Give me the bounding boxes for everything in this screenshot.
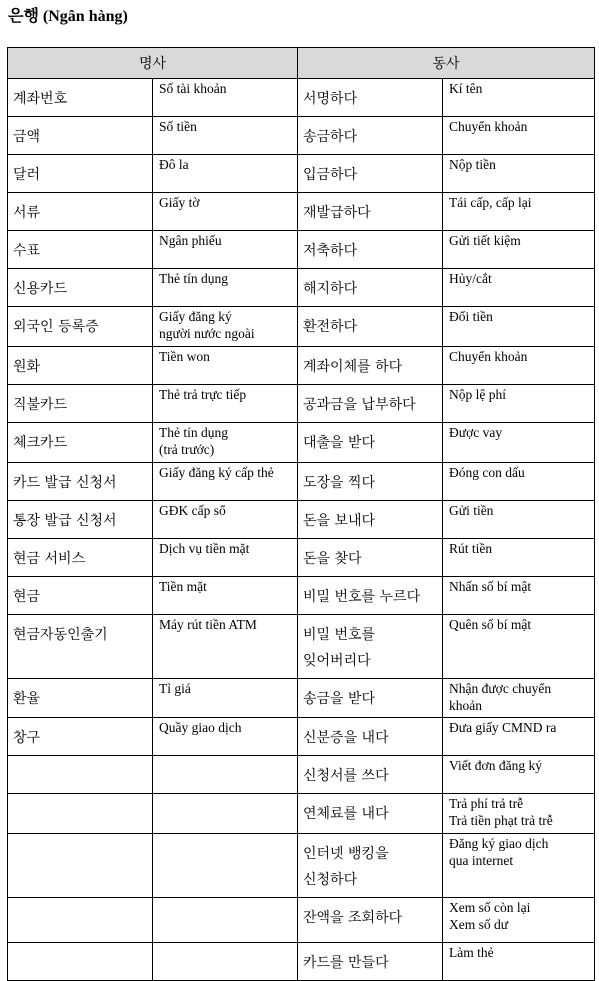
table-row: [8, 117, 595, 155]
verb-korean-text: 입금하다: [303, 167, 358, 183]
noun-vietnamese-text: Giấy tờ: [159, 195, 200, 210]
verb-korean-cell: [298, 463, 443, 501]
verb-korean-text: 비밀 번호를 잊어버리다: [303, 627, 376, 669]
verb-vietnamese-cell: [443, 898, 595, 943]
noun-vietnamese-cell: [153, 898, 298, 943]
noun-korean-cell: [8, 385, 153, 423]
table-row: [8, 679, 595, 718]
table-row: [8, 423, 595, 463]
noun-korean-text: 달러: [13, 167, 41, 183]
noun-korean-cell: [8, 943, 153, 981]
noun-korean-text: 외국인 등록증: [13, 319, 99, 335]
verb-korean-cell: [298, 307, 443, 347]
header-nouns: 명사: [8, 48, 298, 79]
table-row: [8, 463, 595, 501]
verb-vietnamese-text: Nộp lệ phí: [449, 387, 506, 402]
noun-vietnamese-text: Dịch vụ tiền mặt: [159, 541, 250, 556]
verb-vietnamese-cell: [443, 834, 595, 898]
table-row: [8, 193, 595, 231]
noun-korean-cell: [8, 834, 153, 898]
verb-korean-cell: [298, 718, 443, 756]
verb-korean-cell: [298, 501, 443, 539]
noun-korean-cell: [8, 679, 153, 718]
verb-vietnamese-text: Quên số bí mật: [449, 617, 532, 632]
noun-vietnamese-cell: [153, 269, 298, 307]
header-verbs: 동사: [298, 48, 595, 79]
verb-korean-text: 재발급하다: [303, 205, 371, 221]
noun-vietnamese-text: Máy rút tiền ATM: [159, 617, 257, 632]
noun-vietnamese-cell: [153, 501, 298, 539]
verb-korean-text: 신분증을 내다: [303, 730, 389, 746]
noun-vietnamese-cell: [153, 385, 298, 423]
noun-vietnamese-cell: [153, 231, 298, 269]
table-row: [8, 307, 595, 347]
verb-korean-text: 환전하다: [303, 319, 358, 335]
verb-vietnamese-text: Rút tiền: [449, 541, 493, 556]
noun-vietnamese-cell: [153, 539, 298, 577]
verb-korean-cell: [298, 898, 443, 943]
noun-korean-cell: [8, 577, 153, 615]
verb-vietnamese-text: Tái cấp, cấp lại: [449, 195, 532, 210]
verb-korean-cell: [298, 423, 443, 463]
noun-korean-cell: [8, 347, 153, 385]
verb-korean-text: 인터넷 뱅킹을 신청하다: [303, 846, 389, 888]
noun-korean-text: 직불카드: [13, 397, 68, 413]
noun-korean-text: 현금 서비스: [13, 551, 86, 567]
noun-korean-cell: [8, 231, 153, 269]
noun-vietnamese-cell: [153, 834, 298, 898]
noun-vietnamese-cell: [153, 615, 298, 679]
noun-korean-text: 창구: [13, 730, 41, 746]
noun-vietnamese-cell: [153, 463, 298, 501]
verb-korean-cell: [298, 231, 443, 269]
table-row: [8, 385, 595, 423]
verb-korean-text: 대출을 받다: [303, 435, 376, 451]
noun-korean-cell: [8, 756, 153, 794]
noun-vietnamese-text: Thẻ tín dụng: [159, 271, 228, 286]
noun-vietnamese-cell: [153, 423, 298, 463]
verb-vietnamese-text: Đưa giấy CMND ra: [449, 720, 557, 735]
table-row: [8, 756, 595, 794]
noun-korean-text: 원화: [13, 359, 41, 375]
noun-korean-text: 현금: [13, 589, 41, 605]
noun-korean-cell: [8, 718, 153, 756]
verb-korean-cell: [298, 347, 443, 385]
title-korean: 은행: [8, 6, 39, 25]
noun-vietnamese-text: Số tài khoản: [159, 81, 227, 96]
verb-korean-text: 카드를 만들다: [303, 955, 389, 971]
noun-korean-text: 카드 발급 신청서: [13, 475, 117, 491]
verb-korean-cell: [298, 117, 443, 155]
noun-korean-cell: [8, 79, 153, 117]
verb-korean-cell: [298, 155, 443, 193]
noun-vietnamese-text: Thẻ tín dụng (trả trước): [159, 425, 228, 457]
table-row: [8, 718, 595, 756]
noun-vietnamese-cell: [153, 577, 298, 615]
verb-vietnamese-text: Viết đơn đăng ký: [449, 758, 542, 773]
noun-vietnamese-text: Ngân phiếu: [159, 233, 222, 248]
noun-korean-cell: [8, 898, 153, 943]
verb-korean-cell: [298, 79, 443, 117]
table-header-row: [8, 48, 595, 79]
verb-vietnamese-text: Làm thẻ: [449, 945, 494, 960]
noun-korean-cell: [8, 539, 153, 577]
table-row: [8, 539, 595, 577]
noun-korean-cell: [8, 307, 153, 347]
noun-korean-cell: [8, 155, 153, 193]
noun-korean-cell: [8, 193, 153, 231]
verb-korean-text: 도장을 찍다: [303, 475, 376, 491]
noun-korean-cell: [8, 463, 153, 501]
verb-vietnamese-cell: [443, 577, 595, 615]
page-title: [8, 3, 128, 29]
verb-vietnamese-cell: [443, 943, 595, 981]
verb-vietnamese-cell: [443, 501, 595, 539]
noun-vietnamese-text: Thẻ trả trực tiếp: [159, 387, 247, 402]
noun-korean-cell: [8, 794, 153, 834]
table-row: [8, 501, 595, 539]
noun-korean-text: 서류: [13, 205, 41, 221]
noun-vietnamese-text: Tiền mặt: [159, 579, 207, 594]
verb-vietnamese-text: Nhấn số bí mật: [449, 579, 532, 594]
noun-vietnamese-text: Giấy đăng ký cấp thẻ: [159, 465, 274, 480]
noun-vietnamese-cell: [153, 155, 298, 193]
noun-korean-cell: [8, 501, 153, 539]
noun-korean-text: 통장 발급 신청서: [13, 513, 117, 529]
verb-korean-text: 서명하다: [303, 91, 358, 107]
verb-vietnamese-text: Kí tên: [449, 81, 483, 96]
noun-vietnamese-cell: [153, 79, 298, 117]
noun-korean-text: 금액: [13, 129, 41, 145]
noun-vietnamese-text: Quầy giao dịch: [159, 720, 242, 735]
table-row: [8, 834, 595, 898]
verb-korean-cell: [298, 577, 443, 615]
verb-korean-cell: [298, 193, 443, 231]
verb-vietnamese-text: Đăng ký giao dịch qua internet: [449, 836, 549, 868]
verb-korean-cell: [298, 794, 443, 834]
noun-korean-cell: [8, 269, 153, 307]
noun-korean-cell: [8, 615, 153, 679]
table-row: [8, 943, 595, 981]
verb-vietnamese-cell: [443, 794, 595, 834]
verb-vietnamese-cell: [443, 463, 595, 501]
noun-korean-text: 현금자동인출기: [13, 627, 108, 643]
verb-vietnamese-cell: [443, 155, 595, 193]
verb-vietnamese-cell: [443, 756, 595, 794]
verb-vietnamese-cell: [443, 231, 595, 269]
verb-vietnamese-text: Hủy/cắt: [449, 271, 492, 286]
verb-vietnamese-cell: [443, 679, 595, 718]
verb-vietnamese-cell: [443, 117, 595, 155]
noun-korean-text: 수표: [13, 243, 41, 259]
verb-korean-text: 연체료를 내다: [303, 806, 389, 822]
verb-vietnamese-cell: [443, 539, 595, 577]
verb-korean-cell: [298, 756, 443, 794]
verb-korean-text: 돈을 찾다: [303, 551, 362, 567]
verb-vietnamese-cell: [443, 423, 595, 463]
noun-korean-text: 신용카드: [13, 281, 68, 297]
verb-korean-text: 저축하다: [303, 243, 358, 259]
verb-vietnamese-text: Gửi tiết kiệm: [449, 233, 521, 248]
verb-vietnamese-cell: [443, 615, 595, 679]
table-row: [8, 615, 595, 679]
noun-vietnamese-cell: [153, 718, 298, 756]
verb-korean-cell: [298, 834, 443, 898]
table-row: [8, 155, 595, 193]
verb-korean-cell: [298, 679, 443, 718]
noun-korean-cell: [8, 117, 153, 155]
noun-vietnamese-cell: [153, 117, 298, 155]
verb-korean-text: 비밀 번호를 누르다: [303, 589, 421, 605]
table-row: [8, 231, 595, 269]
verb-vietnamese-text: Chuyển khoản: [449, 119, 528, 134]
verb-korean-text: 돈을 보내다: [303, 513, 376, 529]
verb-korean-cell: [298, 539, 443, 577]
verb-vietnamese-text: Gửi tiền: [449, 503, 494, 518]
verb-korean-cell: [298, 385, 443, 423]
verb-vietnamese-text: Đóng con dấu: [449, 465, 525, 480]
noun-vietnamese-cell: [153, 943, 298, 981]
noun-vietnamese-cell: [153, 679, 298, 718]
table-row: [8, 898, 595, 943]
noun-vietnamese-cell: [153, 756, 298, 794]
verb-vietnamese-cell: [443, 718, 595, 756]
verb-vietnamese-text: Được vay: [449, 425, 503, 440]
table-row: [8, 347, 595, 385]
table-body: [8, 79, 595, 981]
verb-korean-text: 송금하다: [303, 129, 358, 145]
verb-korean-text: 잔액을 조회하다: [303, 910, 403, 926]
noun-korean-text: 계좌번호: [13, 91, 68, 107]
verb-vietnamese-cell: [443, 385, 595, 423]
noun-vietnamese-text: Đô la: [159, 157, 189, 172]
noun-vietnamese-cell: [153, 347, 298, 385]
verb-korean-text: 계좌이체를 하다: [303, 359, 403, 375]
table-row: [8, 269, 595, 307]
noun-vietnamese-text: Giấy đăng ký người nước ngoài: [159, 309, 255, 341]
verb-korean-cell: [298, 943, 443, 981]
verb-korean-text: 공과금을 납부하다: [303, 397, 416, 413]
noun-vietnamese-text: Số tiền: [159, 119, 197, 134]
verb-vietnamese-text: Trả phí trả trễ Trả tiền phạt trả trễ: [449, 796, 553, 828]
noun-korean-cell: [8, 423, 153, 463]
vocabulary-table: [7, 47, 595, 981]
verb-korean-cell: [298, 615, 443, 679]
verb-vietnamese-cell: [443, 193, 595, 231]
verb-korean-text: 신청서를 쓰다: [303, 768, 389, 784]
verb-korean-text: 해지하다: [303, 281, 358, 297]
verb-vietnamese-cell: [443, 269, 595, 307]
verb-vietnamese-cell: [443, 79, 595, 117]
noun-vietnamese-cell: [153, 794, 298, 834]
table-row: [8, 577, 595, 615]
verb-korean-text: 송금을 받다: [303, 691, 376, 707]
table-row: [8, 79, 595, 117]
noun-vietnamese-cell: [153, 307, 298, 347]
verb-vietnamese-cell: [443, 307, 595, 347]
noun-korean-text: 체크카드: [13, 435, 68, 451]
verb-vietnamese-text: Xem số còn lại Xem số dư: [449, 900, 531, 932]
noun-vietnamese-text: Tiền won: [159, 349, 210, 364]
title-vietnamese: (Ngân hàng): [42, 8, 128, 25]
noun-vietnamese-text: GĐK cấp sổ: [159, 503, 226, 518]
verb-vietnamese-text: Nhận được chuyển khoản: [449, 681, 552, 713]
verb-vietnamese-text: Đổi tiền: [449, 309, 493, 324]
noun-vietnamese-cell: [153, 193, 298, 231]
verb-korean-cell: [298, 269, 443, 307]
verb-vietnamese-text: Nộp tiền: [449, 157, 496, 172]
table-row: [8, 794, 595, 834]
verb-vietnamese-text: Chuyển khoản: [449, 349, 528, 364]
verb-vietnamese-cell: [443, 347, 595, 385]
noun-vietnamese-text: Tỉ giá: [159, 681, 191, 696]
noun-korean-text: 환율: [13, 691, 41, 707]
